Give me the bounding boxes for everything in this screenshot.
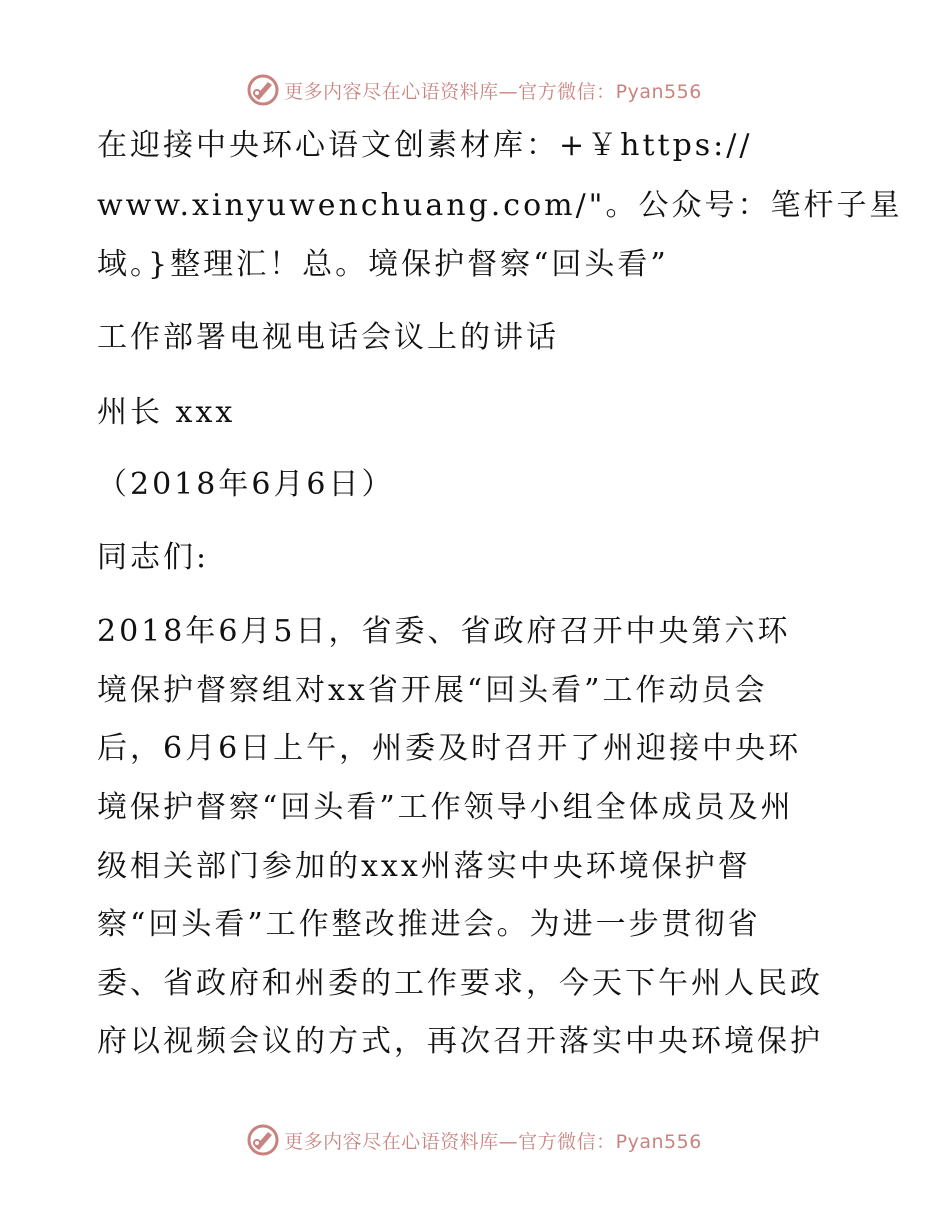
text-line: www.xinyuwenchuang.com/"。公众号：笔杆子星	[97, 188, 903, 223]
text-line: 域。}整理汇！总。境保护督察“回头看”	[97, 247, 669, 282]
brush-logo-icon	[246, 73, 280, 107]
watermark-text: 更多内容尽在心语资料库—官方微信：Pyan556	[284, 80, 702, 103]
text-line: 在迎接中央环心语文创素材库：+￥https://	[97, 128, 753, 163]
date-line: （2018年6月6日）	[97, 467, 395, 502]
text-line: 级相关部门参加的xxx州落实中央环境保护督	[97, 849, 751, 884]
header-watermark	[0, 70, 950, 110]
speaker-line: 州长 xxx	[97, 395, 236, 430]
salutation: 同志们:	[97, 540, 210, 575]
watermark-group	[246, 73, 702, 107]
text-line: 府以视频会议的方式，再次召开落实中央环境保护	[97, 1024, 823, 1059]
text-line: 委、省政府和州委的工作要求，今天下午州人民政	[97, 966, 823, 1001]
text-line: 境保护督察“回头看”工作领导小组全体成员及州	[97, 790, 794, 825]
brush-logo-icon	[246, 1123, 280, 1157]
watermark-group	[246, 1123, 702, 1157]
text-line: 后，6月6日上午，州委及时召开了州迎接中央环	[97, 731, 802, 766]
text-line: 2018年6月5日，省委、省政府召开中央第六环	[97, 614, 791, 649]
text-line: 境保护督察组对xx省开展“回头看”工作动员会	[97, 673, 768, 708]
speech-title: 工作部署电视电话会议上的讲话	[97, 320, 559, 355]
watermark-text: 更多内容尽在心语资料库—官方微信：Pyan556	[284, 1130, 702, 1153]
text-line: 察“回头看”工作整改推进会。为进一步贯彻省	[97, 907, 761, 942]
footer-watermark	[0, 1120, 950, 1160]
